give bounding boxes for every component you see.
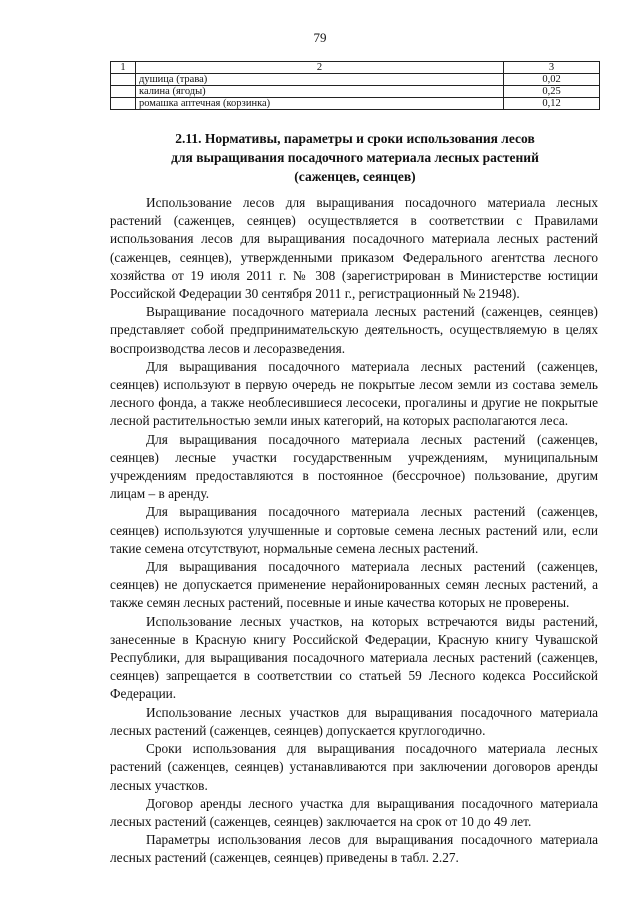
paragraph: Использование лесов для выращивания посадочного материала лесных растений (саженцев, сеянцев) осуществляется в соответствии с Правилами использования лесов для выращивания посадочного материала лесных растений (саженцев, сеянцев), утвержденными приказом Федерального агентства лесного хозяйства от 19 июля 2011 г. № 308 (зарегистрирован в Министерстве юстиции Российской Федерации 30 сентября 2011 г., регистрационный № 21948). [110, 195, 598, 302]
table-header-cell: 2 [136, 62, 504, 74]
table-cell [111, 74, 136, 86]
paragraph: Для выращивания посадочного материала лесных растений (саженцев, сеянцев) используются улучшенные и сортовые семена лесных растений или, если такие семена отсутствуют, нормальные семена лесных растений. [110, 504, 598, 556]
table-row [111, 86, 600, 98]
table-header-row [111, 62, 600, 74]
paragraph: Для выращивания посадочного материала лесных растений (саженцев, сеянцев) лесные участки государственным учреждениям, муниципальным учреждениям предоставляются в постоянное (бессрочное) пользование, другим лицам – в аренду. [110, 431, 598, 502]
table-cell-name: калина (ягоды) [136, 86, 504, 98]
table-cell [111, 98, 136, 110]
section-title [110, 129, 600, 186]
table-row [111, 98, 600, 110]
section-title-line: (саженцев, сеянцев) [294, 169, 416, 184]
paragraph: Параметры использования лесов для выращивания посадочного материала лесных растений (саженцев, сеянцев) приведены в табл. 2.27. [110, 832, 598, 866]
paragraph: Выращивание посадочного материала лесных растений (саженцев, сеянцев) представляет собой предпринимательскую деятельность, осуществляемую в целях воспроизводства лесов и лесоразведения. [110, 304, 598, 356]
table-cell-name: ромашка аптечная (корзинка) [136, 98, 504, 110]
paragraph: Для выращивания посадочного материала лесных растений (саженцев, сеянцев) не допускается применение нерайонированных семян лесных растений, а также семян лесных растений, посевные и иные качества которых не проверены. [110, 559, 598, 611]
paragraph: Использование лесных участков, на которых встречаются виды растений, занесенные в Красную книгу Российской Федерации, Красную книгу Чувашской Республики, для выращивания посадочного материала лесных растений (саженцев, сеянцев) запрещается в соответствии со статьей 59 Лесного кодекса Российской Федерации. [110, 613, 598, 702]
continuation-table [110, 61, 600, 110]
page-number: 79 [313, 30, 327, 45]
table-row [111, 74, 600, 86]
paragraph: Договор аренды лесного участка для выращивания посадочного материала лесных растений (саженцев, сеянцев) заключается на срок от 10 до 49 лет. [110, 795, 598, 829]
section-title-line: для выращивания посадочного материала лесных растений [171, 150, 539, 165]
table-cell-value: 0,25 [504, 86, 600, 98]
paragraph: Для выращивания посадочного материала лесных растений (саженцев, сеянцев) используют в первую очередь не покрытые лесом земли из состава земель лесного фонда, а также необлесившиеся лесосеки, прогалины и другие не покрытые лесной растительностью земли иных категорий, на которых располагаются леса. [110, 358, 598, 429]
paragraph: Сроки использования для выращивания посадочного материала лесных растений (саженцев, сеянцев) устанавливаются при заключении договоров аренды лесных участков. [110, 741, 598, 793]
table-cell-value: 0,12 [504, 98, 600, 110]
table-cell [111, 86, 136, 98]
table-cell-name: душица (трава) [136, 74, 504, 86]
table-header-cell: 1 [111, 62, 136, 74]
table-header-cell: 3 [504, 62, 600, 74]
table-cell-value: 0,02 [504, 74, 600, 86]
paragraph: Использование лесных участков для выращивания посадочного материала лесных растений (саженцев, сеянцев) допускается круглогодично. [110, 704, 598, 738]
body-text [110, 194, 598, 868]
section-title-line: 2.11. Нормативы, параметры и сроки использования лесов [175, 131, 535, 146]
